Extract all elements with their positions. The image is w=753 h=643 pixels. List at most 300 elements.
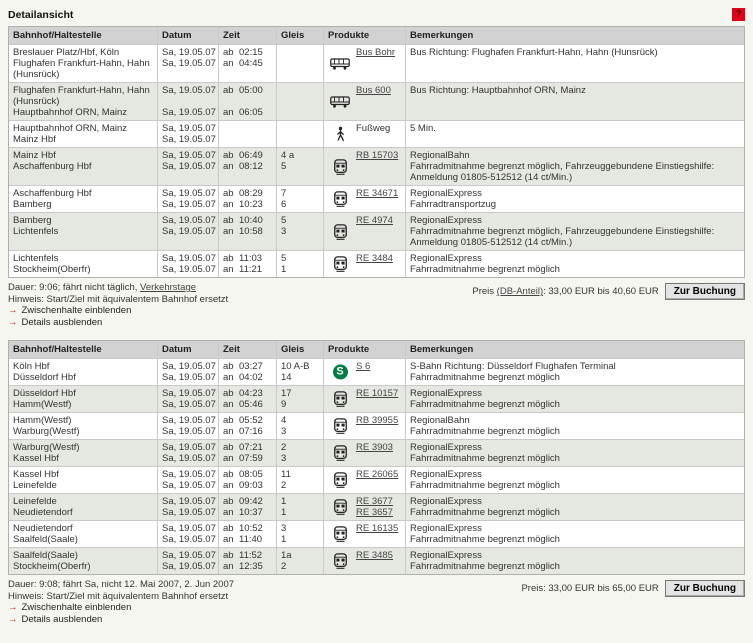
date-cell <box>158 186 219 212</box>
time-value: 06:05 <box>239 107 263 118</box>
platform-value: 5 <box>281 215 287 226</box>
itinerary-row <box>9 548 744 574</box>
date-value: Sa, 19.05.07 <box>162 480 216 491</box>
remarks-cell <box>406 186 744 212</box>
platform-cell <box>277 467 324 493</box>
station-name: Lichtenfels <box>13 226 59 237</box>
product-link[interactable] <box>356 415 401 426</box>
train-icon <box>330 418 350 434</box>
station-name: Bamberg <box>13 215 52 226</box>
itinerary-row <box>9 521 744 548</box>
time-line <box>223 415 272 426</box>
remark-text: RegionalExpress <box>410 469 482 480</box>
station-name: Mainz Hbf <box>13 134 56 145</box>
hint-line: Hinweis: Start/Ziel mit äquivalentem Bahnhof ersetzt <box>8 590 229 602</box>
product-link[interactable] <box>356 388 401 399</box>
time-value: 10:23 <box>239 199 263 210</box>
date-cell <box>158 548 219 574</box>
product-cell <box>324 83 406 120</box>
train-icon <box>330 191 350 207</box>
remark-text: RegionalExpress <box>410 550 482 561</box>
time-cell <box>219 121 277 147</box>
time-direction: an <box>223 507 234 518</box>
time-direction: ab <box>223 47 234 58</box>
date-value: Sa, 19.05.07 <box>162 361 216 372</box>
station-name: Köln Hbf <box>13 361 50 372</box>
station-name: Lichtenfels <box>13 253 59 264</box>
itinerary-row <box>9 186 744 213</box>
zur-buchung-button[interactable]: Zur Buchung <box>665 580 745 597</box>
itinerary-row <box>9 45 744 83</box>
stations-cell <box>9 494 158 520</box>
product-cell <box>324 148 406 185</box>
time-direction: an <box>223 426 234 437</box>
product-link[interactable] <box>356 507 401 518</box>
date-value: Sa, 19.05.07 <box>162 372 216 383</box>
time-direction: ab <box>223 188 234 199</box>
itinerary-row <box>9 413 744 440</box>
remarks-cell <box>406 440 744 466</box>
column-header: Gleis <box>277 27 324 44</box>
db-anteil-link[interactable]: (DB-Anteil) <box>496 286 544 297</box>
column-header: Gleis <box>277 341 324 358</box>
date-cell <box>158 413 219 439</box>
remark-text: RegionalExpress <box>410 442 482 453</box>
station-name: Warburg(Westf) <box>13 442 80 453</box>
time-cell <box>219 45 277 82</box>
product-link[interactable] <box>356 442 401 453</box>
station-name: Leinefelde <box>13 480 57 491</box>
remarks-cell <box>406 121 744 147</box>
product-link[interactable]: Bus Bohr <box>356 47 396 58</box>
date-value: Sa, 19.05.07 <box>162 253 216 264</box>
show-stops-link[interactable]: → Zwischenhalte einblenden <box>8 602 132 613</box>
station-name: (Hunsrück) <box>13 96 60 107</box>
time-value: 08:05 <box>239 469 263 480</box>
platform-value: 14 <box>281 372 292 383</box>
time-value: 08:29 <box>239 188 263 199</box>
remark-text: Fahrradmitnahme begrenzt möglich <box>410 264 560 275</box>
remark-text: RegionalExpress <box>410 496 482 507</box>
column-header: Bemerkungen <box>410 30 474 41</box>
product-cell <box>324 186 406 212</box>
date-value: Sa, 19.05.07 <box>162 534 216 545</box>
time-line <box>223 215 272 226</box>
time-direction: an <box>223 107 234 118</box>
station-name: Hauptbahnhof ORN, Mainz <box>13 123 128 134</box>
stations-cell <box>9 413 158 439</box>
time-line <box>223 47 272 58</box>
red-arrow-icon: → <box>8 613 18 625</box>
train-icon <box>330 553 350 569</box>
product-link[interactable]: RE 4974 <box>356 215 393 226</box>
time-direction: an <box>223 226 234 237</box>
time-line <box>223 96 272 107</box>
time-cell <box>219 386 277 412</box>
time-direction: ab <box>223 388 234 399</box>
price-text: Preis (DB-Anteil): 33,00 EUR bis 40,60 EUR <box>472 286 659 297</box>
platform-cell <box>277 494 324 520</box>
time-value: 09:03 <box>239 480 263 491</box>
platform-value: 1 <box>281 264 287 275</box>
page-title: Detailansicht <box>8 8 74 21</box>
time-direction: ab <box>223 215 234 226</box>
remark-text: RegionalBahn <box>410 150 470 161</box>
column-header: Bahnhof/Haltestelle <box>9 27 158 44</box>
product-cell <box>324 121 406 147</box>
date-value: Sa, 19.05.07 <box>162 388 216 399</box>
station-name: Hamm(Westf) <box>13 399 72 410</box>
time-direction: ab <box>223 523 234 534</box>
time-cell <box>219 83 277 120</box>
time-direction: an <box>223 561 234 572</box>
date-value: Sa, 19.05.07 <box>162 399 216 410</box>
time-value: 06:49 <box>239 150 263 161</box>
duration-text: Dauer: 9:06; fährt nicht täglich, <box>8 282 141 293</box>
station-name: Stockheim(Oberfr) <box>13 561 91 572</box>
product-link[interactable] <box>356 215 401 226</box>
product-link[interactable]: RE 10157 <box>356 388 399 399</box>
date-value: Sa, 19.05.07 <box>162 507 216 518</box>
itinerary-table <box>8 26 745 278</box>
remark-text: RegionalExpress <box>410 253 482 264</box>
remarks-cell <box>406 521 744 547</box>
product-cell <box>324 521 406 547</box>
remark-text: 5 Min. <box>410 123 436 134</box>
itinerary-row <box>9 359 744 386</box>
column-header: Bemerkungen <box>410 344 474 355</box>
time-direction: an <box>223 264 234 275</box>
time-value: 02:15 <box>239 47 263 58</box>
duration-line <box>8 282 228 294</box>
time-cell <box>219 521 277 547</box>
column-header: Bahnhof/Haltestelle <box>9 341 158 358</box>
platform-value: 5 <box>281 161 287 172</box>
time-value: 11:21 <box>239 264 263 275</box>
time-direction: an <box>223 480 234 491</box>
date-value: Sa, 19.05.07 <box>162 426 216 437</box>
time-cell <box>219 186 277 212</box>
time-line <box>223 399 272 410</box>
product-link[interactable]: RE 26065 <box>356 469 399 480</box>
date-value: Sa, 19.05.07 <box>162 85 216 96</box>
verkehrstage-link[interactable]: Verkehrstage <box>140 282 197 293</box>
price-area <box>472 282 745 300</box>
duration-line <box>8 579 234 591</box>
time-value: 10:37 <box>239 507 263 518</box>
remarks-cell <box>406 251 744 277</box>
platform-value: 2 <box>281 480 287 491</box>
table-footer <box>8 278 745 340</box>
station-name: Flughafen Frankfurt-Hahn, Hahn <box>13 85 150 96</box>
time-value: 10:40 <box>239 215 263 226</box>
station-name: Hamm(Westf) <box>13 415 72 426</box>
stations-cell <box>9 467 158 493</box>
product-link[interactable]: RE 16135 <box>356 523 399 534</box>
page-header <box>8 8 745 21</box>
time-value: 07:59 <box>239 453 263 464</box>
time-line <box>223 199 272 210</box>
train-icon <box>330 526 350 542</box>
product-link[interactable]: RB 15703 <box>356 150 399 161</box>
time-cell <box>219 494 277 520</box>
hide-details-link[interactable]: → Details ausblenden <box>8 613 103 625</box>
product-link[interactable] <box>356 150 401 161</box>
time-line <box>223 426 272 437</box>
time-value: 03:27 <box>239 361 263 372</box>
remark-text: RegionalExpress <box>410 188 482 199</box>
station-name: Stockheim(Oberfr) <box>13 264 91 275</box>
remarks-cell <box>406 213 744 250</box>
time-cell <box>219 467 277 493</box>
date-cell <box>158 121 219 147</box>
platform-value: 1 <box>281 534 287 545</box>
product-link[interactable]: RE 3484 <box>356 253 393 264</box>
product-link[interactable]: RE 3677 <box>356 496 393 507</box>
time-direction: an <box>223 161 234 172</box>
date-value: Sa, 19.05.07 <box>162 523 216 534</box>
product-label: Fußweg <box>356 123 391 134</box>
product-link[interactable]: RE 3903 <box>356 442 393 453</box>
date-value: Sa, 19.05.07 <box>162 199 216 210</box>
remark-text: Fahrradmitnahme begrenzt möglich <box>410 507 560 518</box>
station-name: Saalfeld(Saale) <box>13 550 78 561</box>
station-name: Aschaffenburg Hbf <box>13 161 92 172</box>
platform-cell <box>277 213 324 250</box>
product-cell <box>324 213 406 250</box>
show-stops-link[interactable]: → Zwischenhalte einblenden <box>8 305 132 316</box>
itinerary-table <box>8 340 745 575</box>
remark-text: Fahrradmitnahme begrenzt möglich <box>410 426 560 437</box>
date-cell <box>158 213 219 250</box>
product-link[interactable] <box>356 361 401 372</box>
product-link[interactable] <box>356 523 401 534</box>
time-line <box>223 469 272 480</box>
column-header: Datum <box>158 27 219 44</box>
time-direction: an <box>223 534 234 545</box>
station-name: Aschaffenburg Hbf <box>13 188 92 199</box>
train-icon <box>330 472 350 488</box>
time-direction: ab <box>223 415 234 426</box>
date-value: Sa, 19.05.07 <box>162 496 216 507</box>
time-cell <box>219 440 277 466</box>
date-cell <box>158 45 219 82</box>
time-line <box>223 150 272 161</box>
date-value: Sa, 19.05.07 <box>162 150 216 161</box>
remark-text: Bus Richtung: Flughafen Frankfurt-Hahn, Hahn (Hunsrück) <box>410 47 658 58</box>
product-link[interactable]: Bus 600 <box>356 85 391 96</box>
train-icon <box>330 445 350 461</box>
station-name: Düsseldorf Hbf <box>13 372 76 383</box>
date-value: Sa, 19.05.07 <box>162 215 216 226</box>
time-line <box>223 361 272 372</box>
product-link[interactable] <box>356 496 401 507</box>
train-icon <box>330 391 350 407</box>
time-value: 08:12 <box>239 161 263 172</box>
date-cell <box>158 440 219 466</box>
remarks-cell <box>406 548 744 574</box>
remark-text: Fahrradmitnahme begrenzt möglich <box>410 534 560 545</box>
bus-icon <box>330 58 350 70</box>
platform-cell <box>277 359 324 385</box>
time-line <box>223 550 272 561</box>
stations-cell <box>9 251 158 277</box>
table-header-row <box>9 341 744 359</box>
station-name: Neudietendorf <box>13 507 73 518</box>
platform-value: 1a <box>281 550 292 561</box>
product-link[interactable] <box>356 253 401 264</box>
time-line <box>223 372 272 383</box>
remark-text: Bus Richtung: Hauptbahnhof ORN, Mainz <box>410 85 586 96</box>
sbahn-icon: S <box>330 365 350 380</box>
remark-text: RegionalExpress <box>410 388 482 399</box>
remark-text: Fahrradmitnahme begrenzt möglich <box>410 453 560 464</box>
time-line <box>223 496 272 507</box>
time-line <box>223 442 272 453</box>
time-value: 11:52 <box>239 550 263 561</box>
remark-text: S-Bahn Richtung: Düsseldorf Flughafen Terminal <box>410 361 616 372</box>
time-direction: an <box>223 399 234 410</box>
price-area <box>521 579 745 597</box>
time-value: 04:23 <box>239 388 263 399</box>
time-value: 11:40 <box>239 534 263 545</box>
platform-cell <box>277 386 324 412</box>
remark-text: RegionalExpress <box>410 523 482 534</box>
date-cell <box>158 148 219 185</box>
station-name: Hauptbahnhof ORN, Mainz <box>13 107 128 118</box>
date-value: Sa, 19.05.07 <box>162 188 216 199</box>
time-value: 09:42 <box>239 496 263 507</box>
train-icon <box>330 159 350 175</box>
time-line <box>223 188 272 199</box>
time-line <box>223 388 272 399</box>
time-line <box>223 523 272 534</box>
date-value: Sa, 19.05.07 <box>162 561 216 572</box>
date-value: Sa, 19.05.07 <box>162 107 216 118</box>
date-value: Sa, 19.05.07 <box>162 226 216 237</box>
product-cell <box>324 494 406 520</box>
station-name: Flughafen Frankfurt-Hahn, Hahn <box>13 58 150 69</box>
platform-value: 6 <box>281 199 287 210</box>
product-link[interactable] <box>356 550 401 561</box>
time-value: 07:21 <box>239 442 263 453</box>
product-cell <box>324 45 406 82</box>
product-cell <box>324 467 406 493</box>
time-line <box>223 85 272 96</box>
time-value: 05:00 <box>239 85 263 96</box>
price-text: Preis: 33,00 EUR bis 65,00 EUR <box>521 583 659 594</box>
remarks-cell <box>406 45 744 82</box>
time-value: 11:03 <box>239 253 263 264</box>
product-cell <box>324 548 406 574</box>
product-link[interactable] <box>356 469 401 480</box>
time-cell <box>219 148 277 185</box>
time-line <box>223 507 272 518</box>
product-link[interactable]: RE 3485 <box>356 550 393 561</box>
zur-buchung-button[interactable]: Zur Buchung <box>665 283 745 300</box>
itinerary-row <box>9 494 744 521</box>
itinerary-row <box>9 148 744 186</box>
product-link[interactable]: RB 39955 <box>356 415 399 426</box>
hint-line: Hinweis: Start/Ziel mit äquivalentem Bahnhof ersetzt <box>8 293 229 305</box>
station-name: Breslauer Platz/Hbf, Köln <box>13 47 120 58</box>
remarks-cell <box>406 148 744 185</box>
remarks-cell <box>406 83 744 120</box>
stations-cell <box>9 121 158 147</box>
time-cell <box>219 251 277 277</box>
product-link[interactable] <box>356 47 401 58</box>
product-link[interactable] <box>356 85 401 96</box>
help-icon[interactable]: ? <box>732 8 745 21</box>
column-header: Zeit <box>219 341 277 358</box>
platform-value: 3 <box>281 426 287 437</box>
remarks-cell <box>406 494 744 520</box>
remark-text: Fahrradmitnahme begrenzt möglich <box>410 480 560 491</box>
itinerary-row <box>9 467 744 494</box>
time-line <box>223 161 272 172</box>
date-value <box>162 96 214 107</box>
time-value: 10:52 <box>239 523 263 534</box>
time-value: 05:46 <box>239 399 263 410</box>
footer-notes <box>8 282 228 328</box>
product-cell <box>324 413 406 439</box>
stations-cell <box>9 148 158 185</box>
time-value: 04:02 <box>239 372 263 383</box>
time-direction: an <box>223 58 234 69</box>
product-link[interactable]: RE 34671 <box>356 188 399 199</box>
product-label <box>356 123 401 134</box>
platform-value: 5 <box>281 253 287 264</box>
time-direction: ab <box>223 150 234 161</box>
itinerary-row <box>9 386 744 413</box>
time-line <box>223 264 272 275</box>
product-link[interactable]: RE 3657 <box>356 507 393 518</box>
red-arrow-icon: → <box>8 602 18 613</box>
time-direction: ab <box>223 550 234 561</box>
remark-text: Fahrradtransportzug <box>410 199 497 210</box>
station-name: Neudietendorf <box>13 523 73 534</box>
platform-value: 4 <box>281 415 287 426</box>
time-direction: ab <box>223 469 234 480</box>
duration-text: Dauer: 9:08; fährt Sa, nicht 12. Mai 2007, 2. Jun 2007 <box>8 579 235 590</box>
time-direction: an <box>223 453 234 464</box>
time-cell <box>219 548 277 574</box>
stations-cell <box>9 440 158 466</box>
platform-value: 2 <box>281 561 287 572</box>
time-direction: ab <box>223 85 234 96</box>
date-cell <box>158 251 219 277</box>
remark-text: Fahrradmitnahme begrenzt möglich, Fahrzeuggebundene Einstiegshilfe: Anmeldung 01805-512512 (14 ct/Min.) <box>410 161 715 183</box>
product-cell <box>324 359 406 385</box>
date-value: Sa, 19.05.07 <box>162 264 216 275</box>
date-value: Sa, 19.05.07 <box>162 134 216 145</box>
product-link[interactable] <box>356 188 401 199</box>
red-arrow-icon: → <box>8 316 18 328</box>
product-cell <box>324 440 406 466</box>
stations-cell <box>9 521 158 547</box>
product-link[interactable]: S 6 <box>356 361 371 372</box>
time-value: 05:52 <box>239 415 263 426</box>
platform-cell <box>277 83 324 120</box>
platform-value: 3 <box>281 523 287 534</box>
stations-cell <box>9 213 158 250</box>
date-value: Sa, 19.05.07 <box>162 453 216 464</box>
hide-details-link[interactable]: → Details ausblenden <box>8 316 103 328</box>
date-value: Sa, 19.05.07 <box>162 442 216 453</box>
remarks-cell <box>406 467 744 493</box>
remark-text: RegionalExpress <box>410 215 482 226</box>
time-value: 04:45 <box>239 58 263 69</box>
